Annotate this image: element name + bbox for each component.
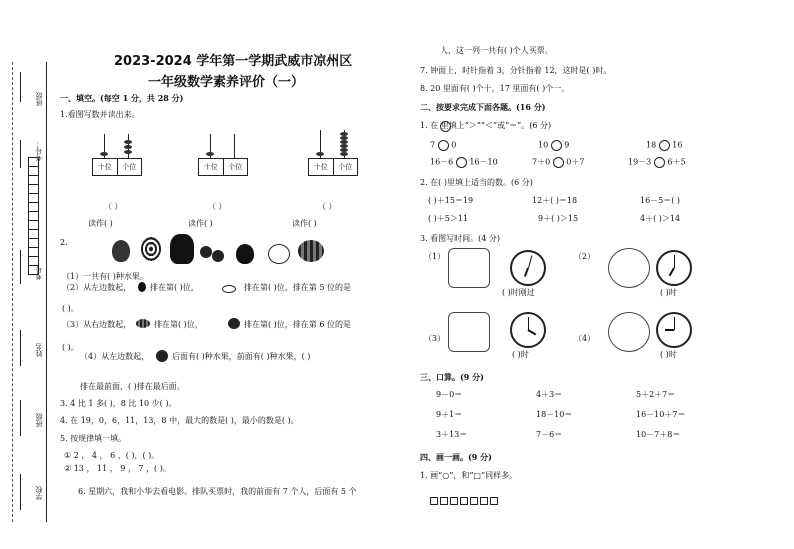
q6-continued: 人，这一列一共有( )个人买票。 <box>440 46 553 55</box>
q5-text: 5. 按规律填一填。 <box>60 434 127 443</box>
fill-item[interactable]: 12＋( )＝18 <box>532 196 578 205</box>
q2-sub1: （1）一共有( )种水果。 <box>62 272 148 281</box>
compare-item[interactable]: 18 16 <box>646 140 683 150</box>
q2-sub3-d: ( )。 <box>62 343 79 352</box>
watermelon-icon <box>136 319 150 328</box>
clock-index-2: （2） <box>574 252 596 261</box>
side-label-class2: 班级 <box>35 413 43 427</box>
cherry-icon <box>212 250 224 262</box>
compare-item[interactable]: 7 0 <box>430 140 457 150</box>
peach-icon <box>268 244 290 264</box>
calc-item[interactable]: 5＋2＋7＝ <box>636 390 676 399</box>
square-icon <box>450 497 458 505</box>
sec4-q1: 1. 画“○”，和“□”同样多。 <box>420 471 518 480</box>
cherry-icon <box>200 246 212 258</box>
q2-sub2-d: ( )。 <box>62 304 79 313</box>
clock-answer-3[interactable]: ( )时 <box>512 350 529 359</box>
side-label-school: 学校 <box>35 486 43 500</box>
q4-text: 4. 在 19，0，6，11，13，8 中，最大的数是( )，最小的数是( )。 <box>60 416 299 425</box>
clock-index-4: （4） <box>574 334 596 343</box>
write-line <box>20 330 21 366</box>
clock-icon <box>510 312 546 348</box>
clock-index-3: （3） <box>424 334 446 343</box>
square-icon <box>470 497 478 505</box>
circle-blank-icon <box>440 121 451 132</box>
read-blank-1[interactable]: 读作( ) <box>88 219 113 228</box>
pineapple-icon <box>140 236 162 262</box>
strawberry-icon <box>112 240 130 262</box>
write-blank-2[interactable]: （ ） <box>208 202 227 211</box>
square-icon <box>490 497 498 505</box>
q8-text: 8. 20 里面有( )个十，17 里面有( )个一。 <box>420 84 570 93</box>
q1-text: 1.看图写数并读出来。 <box>60 110 140 119</box>
read-blank-3[interactable]: 读作( ) <box>292 219 317 228</box>
square-row <box>430 490 500 509</box>
calc-item[interactable]: 4＋3＝ <box>536 390 563 399</box>
q2-sub2-b: 排在第( )位， <box>150 283 199 292</box>
q2-number: 2. <box>60 238 68 247</box>
watermelon-icon <box>298 240 324 262</box>
q5-seq2: ② 13 ， 11 ， 9 ， 7 ，( )。 <box>64 464 171 473</box>
fill-item[interactable]: 9＋( )＞15 <box>538 214 579 223</box>
child-eating-illustration <box>608 312 650 352</box>
clock-answer-1[interactable]: ( )时刚过 <box>502 288 535 297</box>
calc-item[interactable]: 9＋1＝ <box>436 410 463 419</box>
q3-text: 3. 4 比 1 多( )，8 比 10 少( )。 <box>60 399 177 408</box>
grapes-icon <box>138 282 146 292</box>
q2-sub4-a: （4）从左边数起， <box>80 352 150 361</box>
side-label-exam-no: 考号： <box>35 140 43 161</box>
q2-sub2-a: （2）从左边数起， <box>62 283 132 292</box>
sec2-q1: 1. 在 里填上“＞”“＜”或“＝”。(6 分) <box>420 121 552 130</box>
q2-sub2-c: 排在第( )位，排在第 5 位的是 <box>244 283 351 292</box>
child-running-illustration <box>608 248 650 288</box>
fill-item[interactable]: ( )＋5＞11 <box>428 214 469 223</box>
fill-item[interactable]: 4＋( )＞14 <box>640 214 681 223</box>
side-label-name: 姓名 <box>35 343 43 357</box>
child-sleeping-illustration <box>448 248 490 288</box>
q2-sub3-a: （3）从右边数起， <box>62 320 132 329</box>
q5-seq1: ① 2 ， 4 ， 6 ，( )，( )。 <box>64 451 160 460</box>
cherry-icon <box>222 285 236 293</box>
child-studying-illustration <box>448 312 490 352</box>
calc-item[interactable]: 10－7＋8＝ <box>636 430 681 439</box>
side-label-seat: 考号 <box>35 266 43 280</box>
calc-item[interactable]: 3＋13＝ <box>436 430 468 439</box>
clock-answer-2[interactable]: ( )时 <box>660 288 677 297</box>
calc-item[interactable]: 7－6＝ <box>536 430 563 439</box>
square-icon <box>460 497 468 505</box>
calc-item[interactable]: 16－10＋7＝ <box>636 410 686 419</box>
abacus-2: 十位 个位 <box>198 130 248 176</box>
q2-sub3-b: 排在第( )位， <box>154 320 203 329</box>
write-line <box>20 474 21 510</box>
read-blank-2[interactable]: 读作( ) <box>188 219 213 228</box>
exam-number-boxes[interactable] <box>28 157 39 274</box>
clock-icon <box>510 250 546 286</box>
compare-item[interactable]: 16－6 16－10 <box>430 157 498 167</box>
section4-title: 四、画一画。(9 分) <box>420 452 492 462</box>
q6-text: 6. 星期六，我和小华去看电影。排队买票时，我的前面有 7 个人，后面有 5 个 <box>78 487 357 496</box>
sec2-q2: 2. 在( )里填上适当的数。(6 分) <box>420 178 533 187</box>
clock-answer-4[interactable]: ( )时 <box>660 350 677 359</box>
write-line <box>20 400 21 436</box>
fill-item[interactable]: 16－5＝( ) <box>640 196 681 205</box>
fill-item[interactable]: ( )＋15＝19 <box>428 196 474 205</box>
side-label-class: 班级 <box>35 92 43 106</box>
write-line <box>20 72 21 102</box>
q2-sub4-c: 排在最前面，( )排在最后面。 <box>80 382 185 391</box>
square-icon <box>440 497 448 505</box>
clock-icon <box>656 312 692 348</box>
binding-line <box>46 62 47 522</box>
compare-item[interactable]: 19－3 6＋5 <box>628 157 686 167</box>
calc-item[interactable]: 18－10＝ <box>536 410 573 419</box>
square-icon <box>480 497 488 505</box>
q2-sub3-c: 排在第( )位，排在第 6 位的是 <box>244 320 351 329</box>
q7-text: 7. 钟面上，时针指着 3，分针指着 12，这时是( )时。 <box>420 66 612 75</box>
write-blank-1[interactable]: （ ） <box>104 202 123 211</box>
title-line1: 2023-2024 学年第一学期武威市凉州区 <box>114 54 353 69</box>
compare-item[interactable]: 7＋0 0＋7 <box>532 157 585 167</box>
section1-title: 一、填空。(每空 1 分，共 28 分) <box>60 93 184 103</box>
pineapple-icon <box>156 350 168 362</box>
abacus-1: 十位 个位 <box>92 130 142 176</box>
write-blank-3[interactable]: （ ） <box>318 202 337 211</box>
sec2-q3: 3. 看图写时间。(4 分) <box>420 234 501 243</box>
apple-icon <box>228 318 240 329</box>
clock-index-1: （1） <box>424 252 446 261</box>
calc-item[interactable]: 9－0＝ <box>436 390 463 399</box>
clock-icon <box>656 250 692 286</box>
cut-line <box>12 62 13 522</box>
section2-title: 二、按要求完成下面各题。(16 分) <box>420 102 546 112</box>
write-line <box>20 140 21 168</box>
square-icon <box>430 497 438 505</box>
abacus-3: 十位 个位 <box>308 130 358 176</box>
compare-item[interactable]: 10 9 <box>538 140 570 150</box>
grapes-icon <box>170 234 194 264</box>
section3-title: 三、口算。(9 分) <box>420 372 484 382</box>
q2-sub4-b: 后面有( )种水果，前面有( )种水果，( ) <box>172 352 311 361</box>
write-line <box>20 250 21 284</box>
apple-icon <box>236 244 254 264</box>
title-line2: 一年级数学素养评价（一） <box>148 75 305 90</box>
